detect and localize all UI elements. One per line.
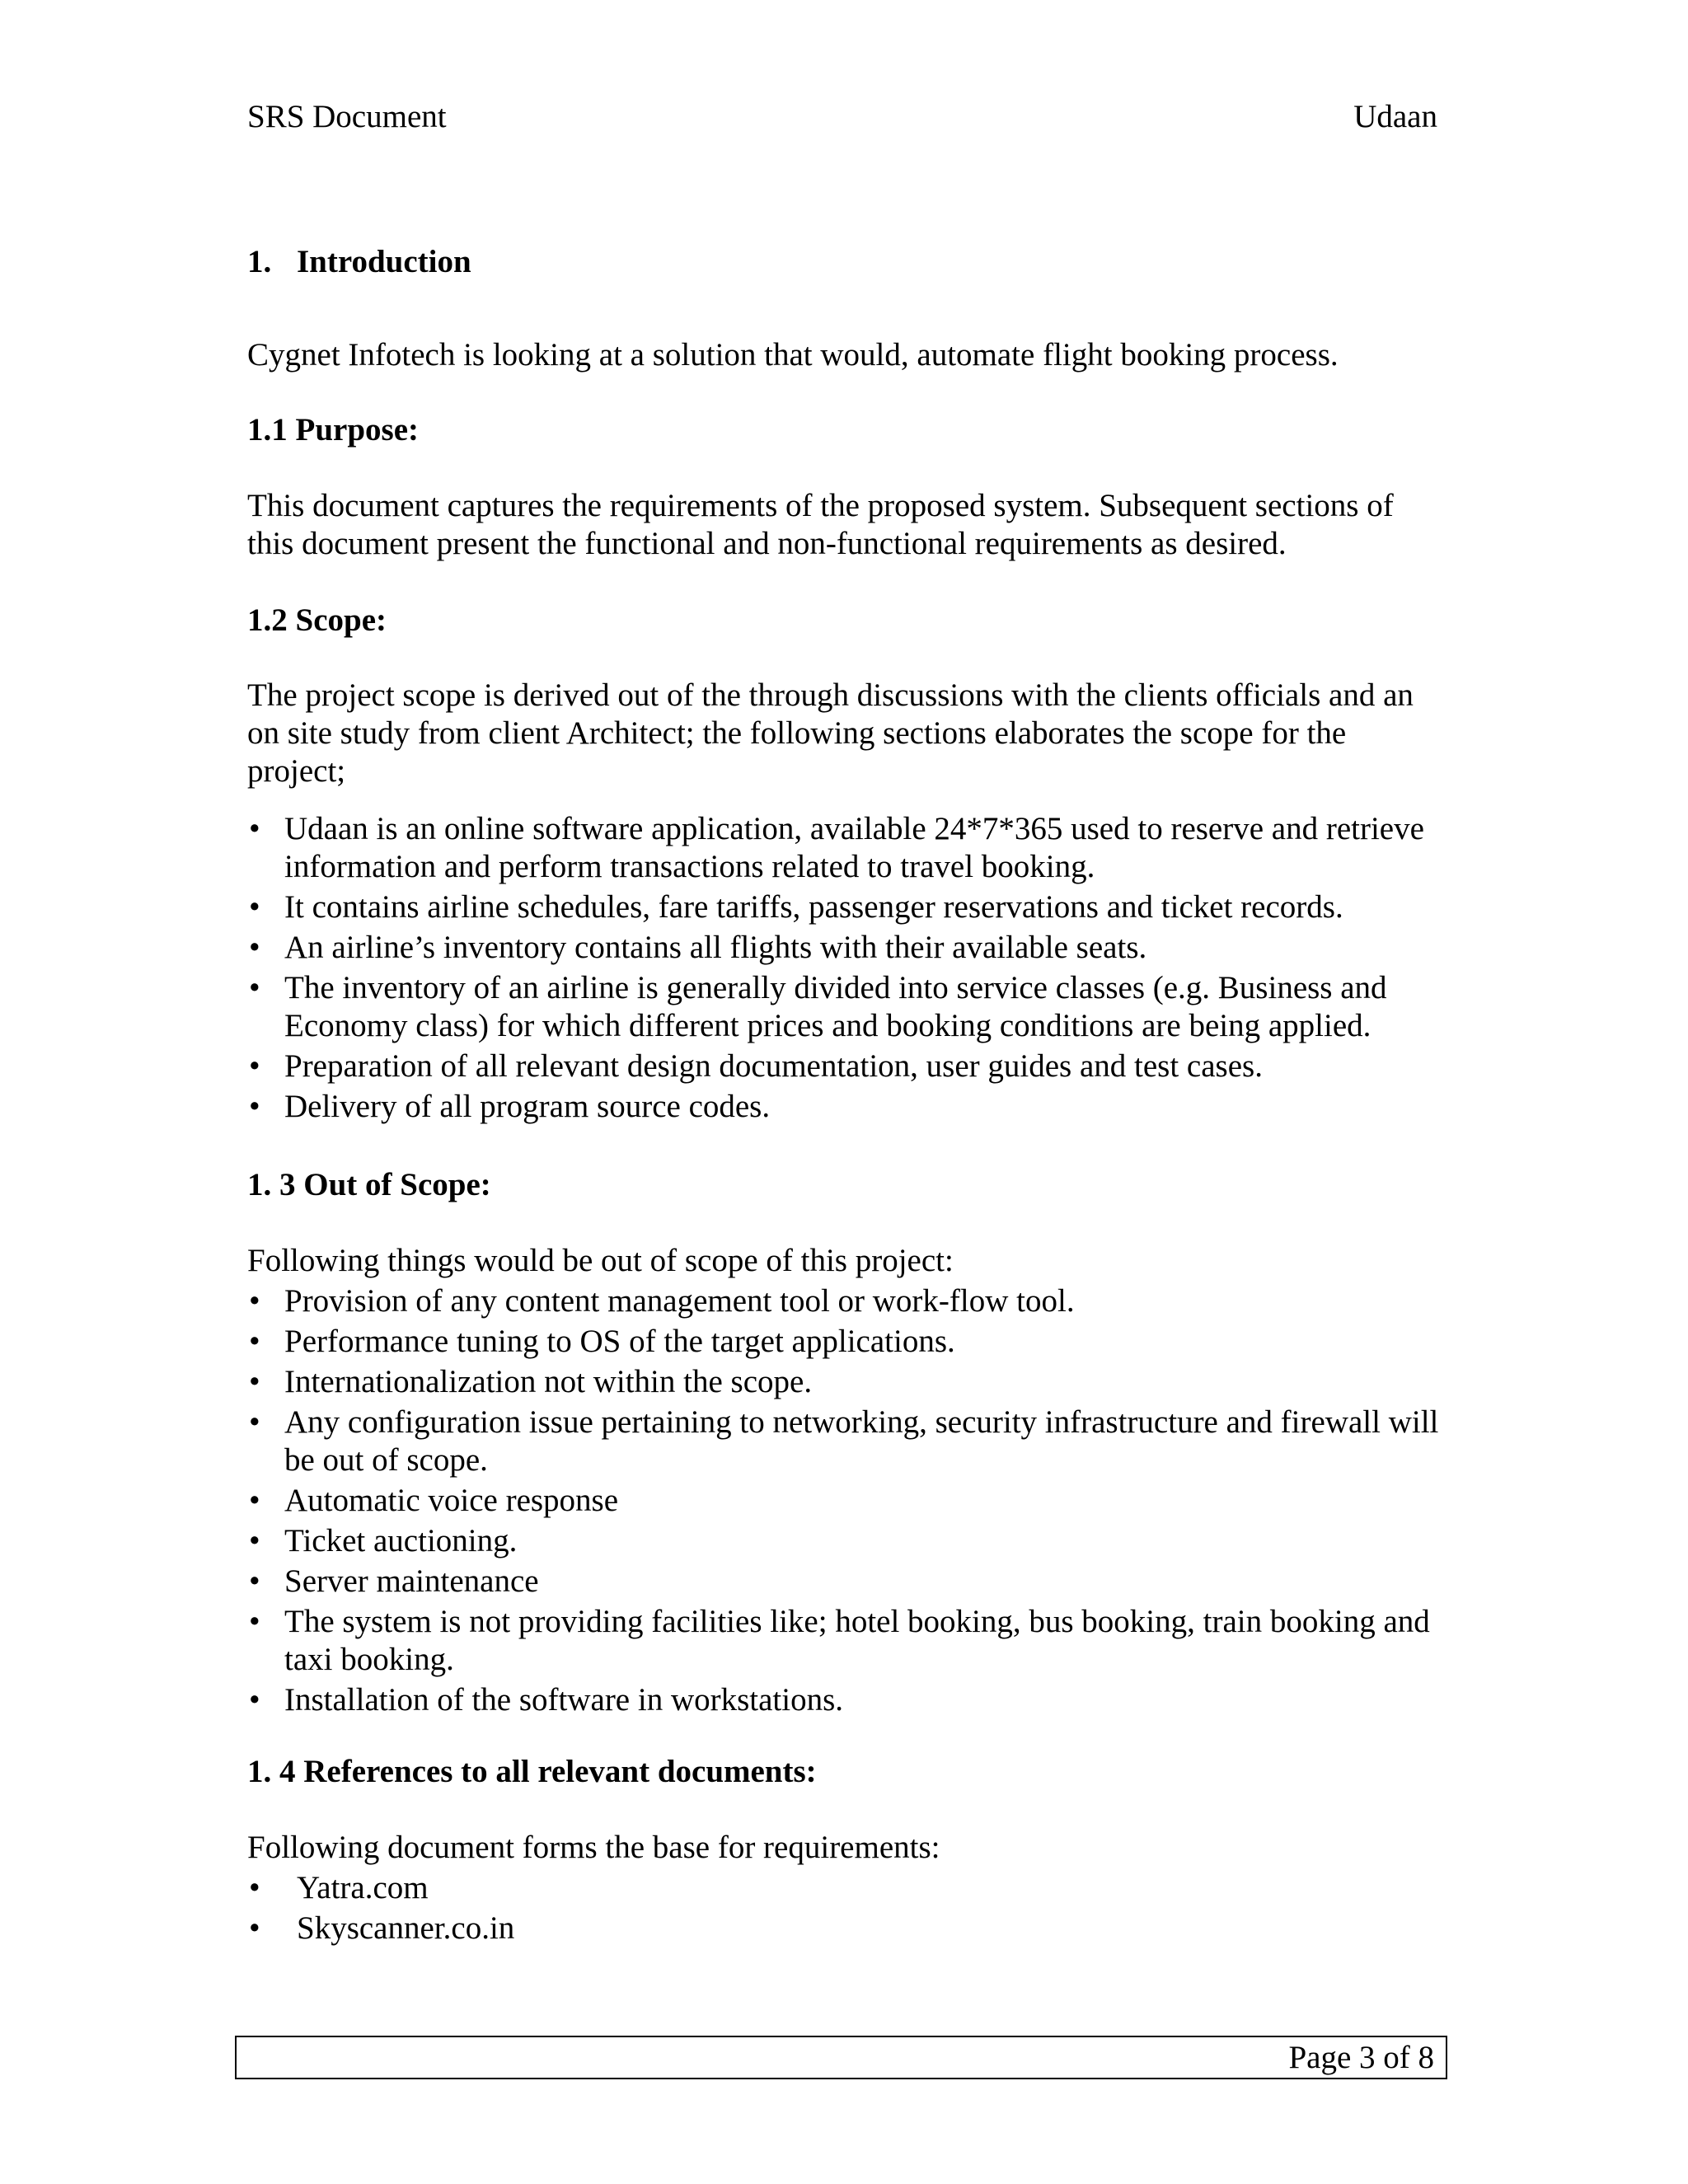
page-number: Page 3 of 8 <box>1288 2040 1434 2075</box>
list-item-text: Preparation of all relevant design documentation, user guides and test cases. <box>284 1048 1263 1084</box>
bullet-icon: • <box>249 1324 260 1359</box>
list-item-text: Delivery of all program source codes. <box>284 1089 771 1124</box>
list-item-text: Skyscanner.co.in <box>297 1910 515 1946</box>
intro-paragraph: Cygnet Infotech is looking at a solution that would, automate flight booking process. <box>247 337 1339 373</box>
list-item <box>247 1363 1442 1401</box>
section-heading-introduction <box>247 243 1442 281</box>
purpose-paragraph: This document captures the requirements of the proposed system. Subsequent sections of this document present the functional and non-functional requirements as desired. <box>247 488 1394 561</box>
bullet-icon: • <box>249 1910 260 1946</box>
list-item <box>247 1282 1442 1320</box>
bullet-icon: • <box>249 1563 260 1599</box>
list-item-text: It contains airline schedules, fare tariffs, passenger reservations and ticket records. <box>284 889 1343 925</box>
bullet-icon: • <box>249 1682 260 1718</box>
list-item <box>247 1681 1442 1719</box>
list-item-text: Internationalization not within the scope. <box>284 1364 813 1399</box>
bullet-icon: • <box>249 1523 260 1558</box>
list-item <box>247 1522 1442 1560</box>
list-item <box>247 1047 1442 1085</box>
out-of-scope-paragraph: Following things would be out of scope of this project: <box>247 1243 954 1278</box>
bullet-icon: • <box>249 1089 260 1124</box>
bullet-icon: • <box>249 1483 260 1518</box>
bullet-icon: • <box>249 811 260 846</box>
section-heading-out-of-scope: 1. 3 Out of Scope: <box>247 1167 491 1202</box>
list-item-text: Performance tuning to OS of the target applications. <box>284 1324 955 1359</box>
bullet-icon: • <box>249 970 260 1005</box>
list-item <box>247 1603 1442 1679</box>
section-title: Introduction <box>297 244 471 279</box>
list-item <box>247 1323 1442 1361</box>
list-item <box>247 1088 1442 1126</box>
list-item-text: An airline’s inventory contains all flights with their available seats. <box>284 930 1147 965</box>
list-item <box>247 888 1442 926</box>
list-item-text: Automatic voice response <box>284 1483 619 1518</box>
bullet-icon: • <box>249 1048 260 1084</box>
bullet-icon: • <box>249 1404 260 1440</box>
header-doc-title: SRS Document <box>247 99 447 134</box>
scope-paragraph: The project scope is derived out of the through discussions with the clients officials and an on site study from client Architect; the following sections elaborates the scope for the project; <box>247 677 1414 789</box>
list-item <box>247 1910 1442 1947</box>
list-item-text: Provision of any content management tool or work-flow tool. <box>284 1283 1075 1319</box>
section-number: 1. <box>247 244 272 279</box>
section-heading-purpose: 1.1 Purpose: <box>247 412 419 448</box>
bullet-icon: • <box>249 1870 260 1905</box>
header-project-name: Udaan <box>1353 99 1437 134</box>
list-item-text: Server maintenance <box>284 1563 539 1599</box>
list-item-text: Any configuration issue pertaining to networking, security infrastructure and firewall will be out of scope. <box>284 1404 1439 1478</box>
list-item-text: Installation of the software in workstations. <box>284 1682 844 1718</box>
section-heading-scope: 1.2 Scope: <box>247 602 387 638</box>
list-item-text: Ticket auctioning. <box>284 1523 518 1558</box>
list-item <box>247 969 1442 1045</box>
bullet-icon: • <box>249 1364 260 1399</box>
list-item <box>247 810 1442 886</box>
page-footer <box>235 2036 1447 2079</box>
bullet-icon: • <box>249 1604 260 1639</box>
scope-list <box>247 810 1442 1128</box>
list-item <box>247 1404 1442 1479</box>
bullet-icon: • <box>249 889 260 925</box>
list-item <box>247 1482 1442 1520</box>
list-item-text: The system is not providing facilities like; hotel booking, bus booking, train booking and taxi booking. <box>284 1604 1430 1677</box>
bullet-icon: • <box>249 930 260 965</box>
list-item <box>247 1563 1442 1601</box>
references-list <box>247 1869 1442 1950</box>
list-item <box>247 929 1442 967</box>
list-item-text: The inventory of an airline is generally divided into service classes (e.g. Business and Economy class) for which different prices and booking conditions are being applied. <box>284 970 1387 1043</box>
list-item-text: Udaan is an online software application, available 24*7*365 used to reserve and retrieve information and perform transactions related to travel booking. <box>284 811 1424 884</box>
list-item <box>247 1869 1442 1907</box>
list-item-text: Yatra.com <box>297 1870 429 1905</box>
page-header <box>247 97 1437 137</box>
bullet-icon: • <box>249 1283 260 1319</box>
references-paragraph: Following document forms the base for requirements: <box>247 1830 940 1865</box>
section-heading-references: 1. 4 References to all relevant documents: <box>247 1754 817 1789</box>
out-of-scope-list <box>247 1282 1442 1722</box>
